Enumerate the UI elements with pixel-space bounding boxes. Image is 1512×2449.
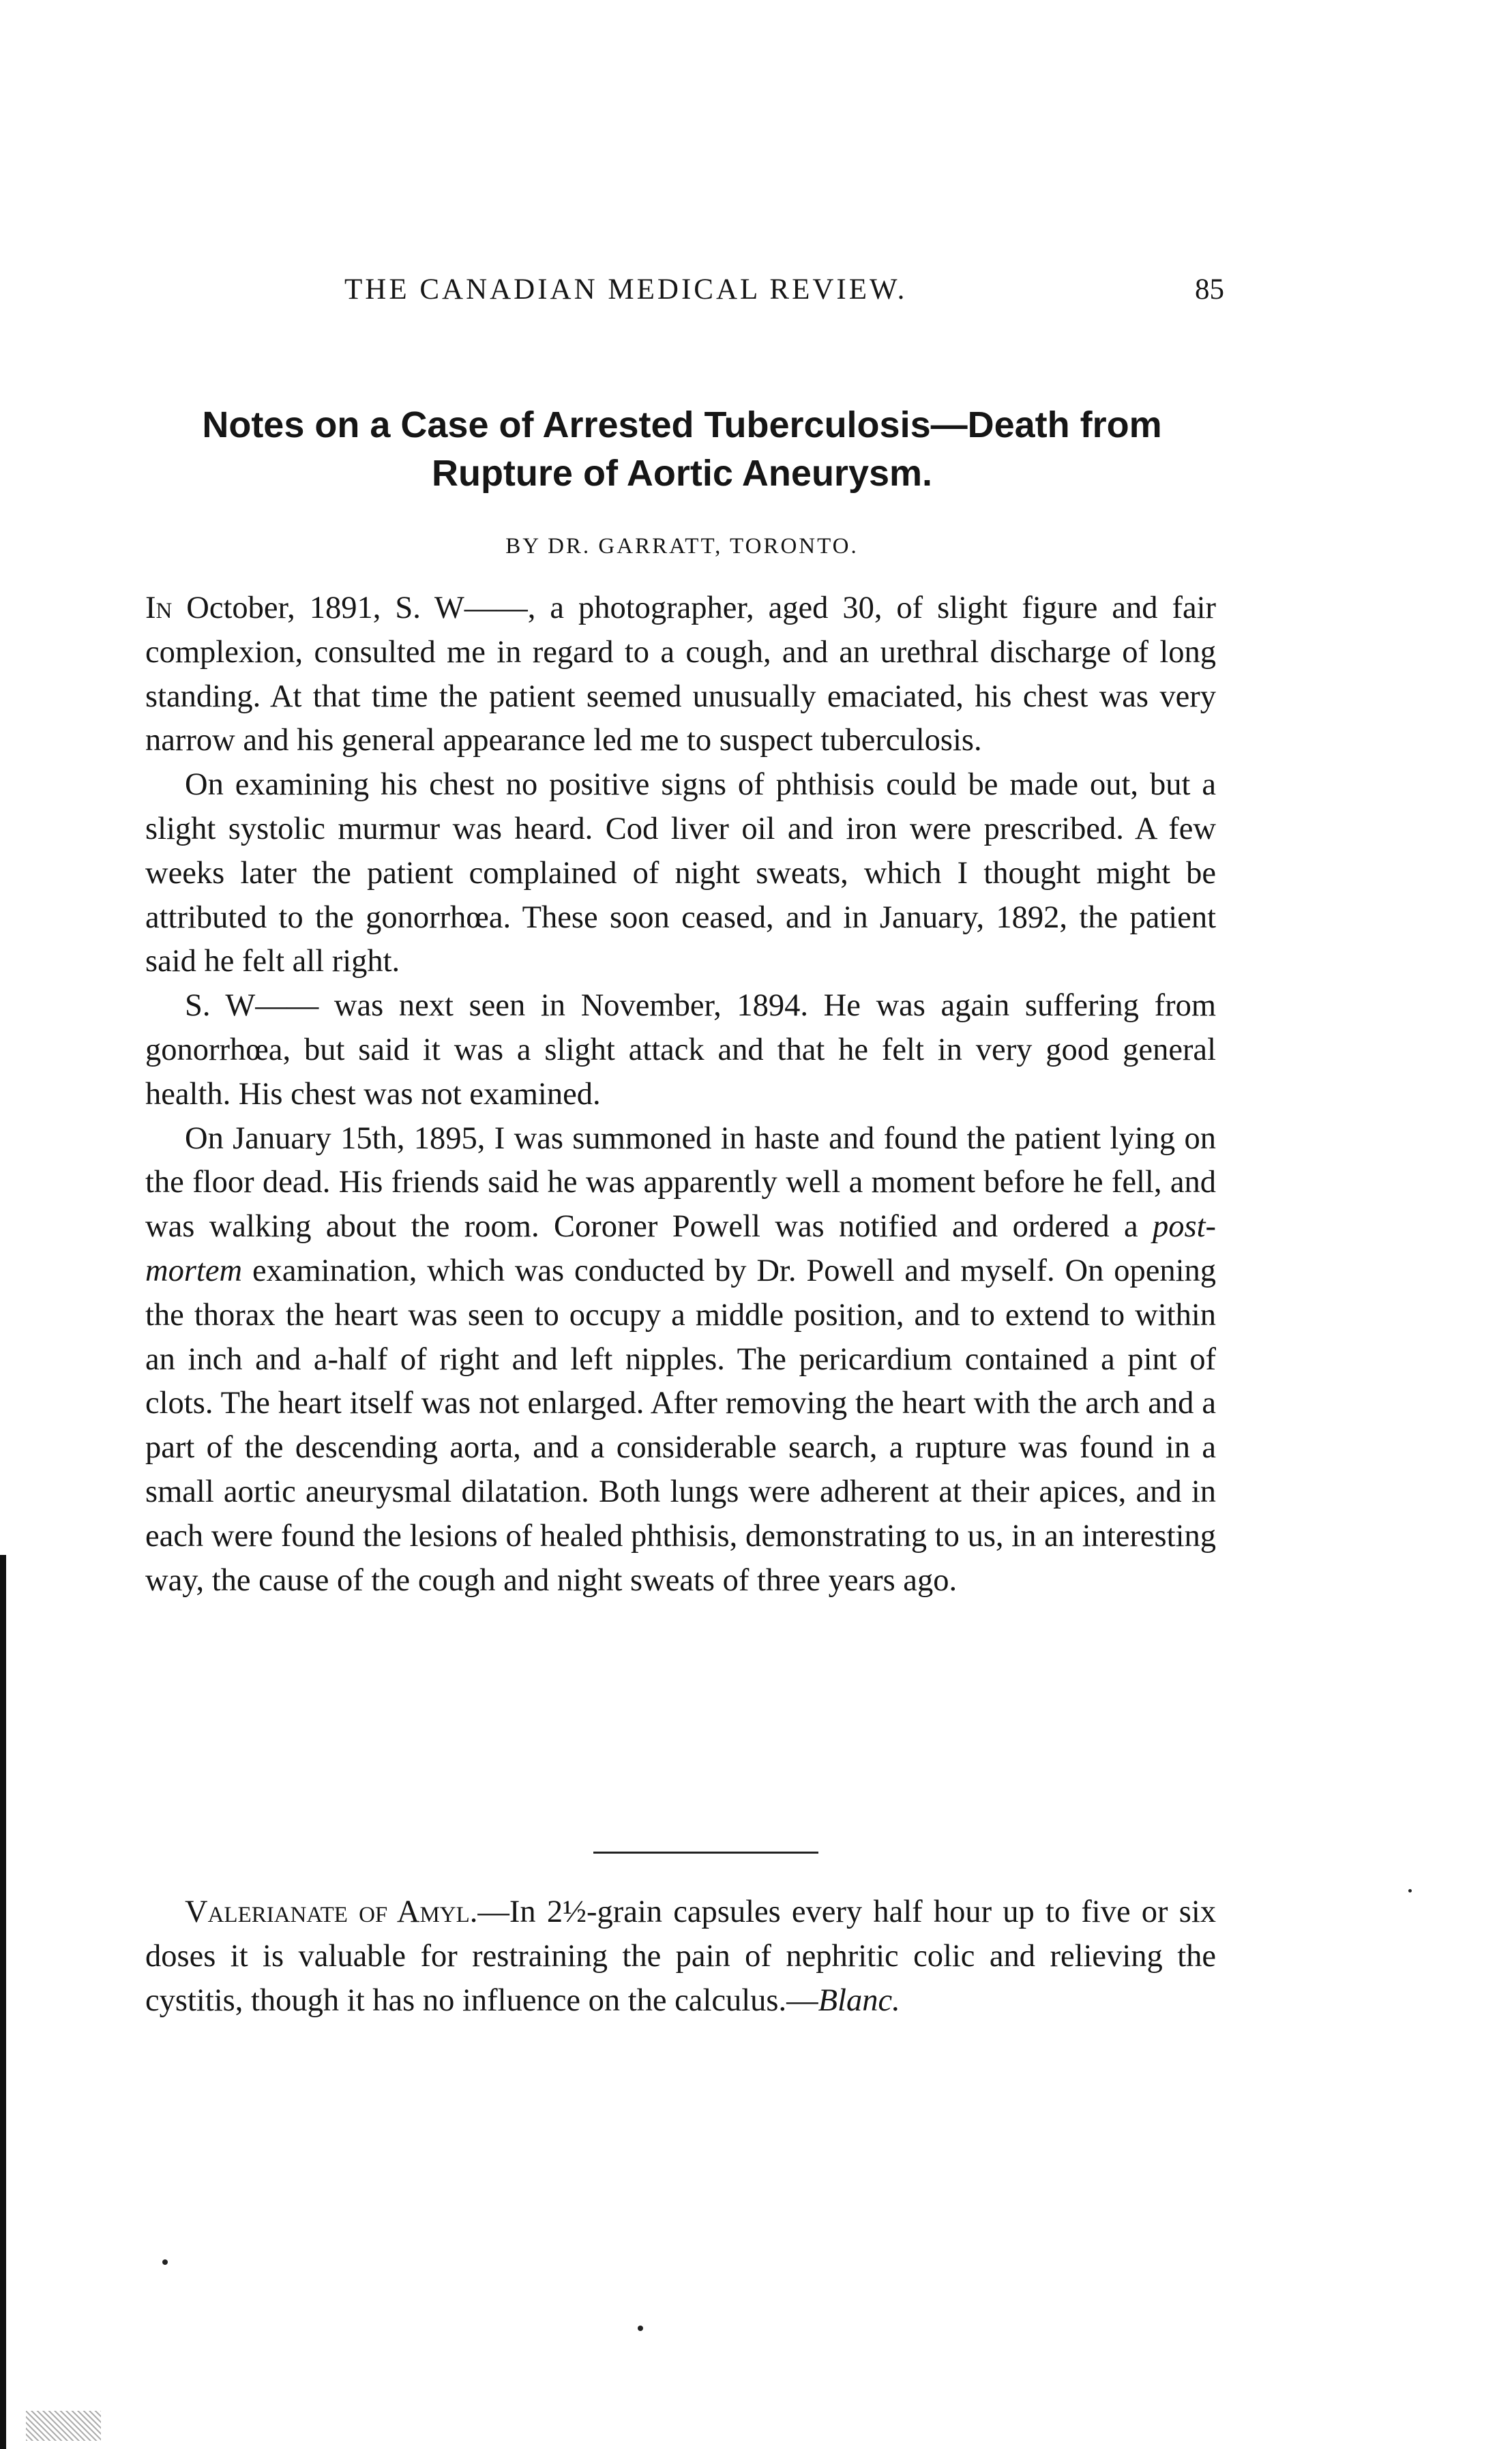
drop-word: In (145, 591, 173, 625)
author-byline: BY DR. GARRATT, TORONTO. (505, 534, 859, 559)
paragraph-4-text-a: On January 15th, 1895, I was summoned in haste and found the patient lying on the floor dead. His friends said he was apparently well a moment before he fell, and was walking about the room. Coroner Powell was notified and ordered a (145, 1120, 1216, 1245)
paragraph-4-text-b: examination, which was conducted by Dr. Powell and myself. On opening the thorax the heart was seen to occupy a middle position, and to extend to within an inch and a-half of right and left nipples. The pericardium contained a pint of clots. The heart itself was not enlarged. After removing the heart with the arch and a part of the descending aorta, and a considerable search, a rupture was found in a small aortic aneurysmal dilatation. Both lungs were adherent at their apices, and in each were found the lesions of healed phthisis, demonstrating to us, in an interesting way, the cause of the cough and night sweats of three years ago. (145, 1253, 1216, 1598)
article-title (136, 401, 1228, 498)
scan-speck (1408, 1889, 1412, 1893)
title-line-2: Rupture of Aortic Aneurysm. (431, 453, 933, 494)
note-text: —In 2½-grain capsules every half hour up to five or six doses it is valuable for restraining the pain of nephritic colic and relieving the cystitis, though it has no influence on the calculus.— (145, 1895, 1216, 2018)
scan-edge-shadow (0, 1555, 6, 2449)
paragraph-1 (145, 587, 1216, 763)
paragraph-1-text: October, 1891, S. W——, a photographer, aged 30, of slight figure and fair complexion, consulted me in regard to a cough, and an urethral discharge of long standing. At that time the patient seemed unusually emaciated, his chest was very narrow and his general appearance led me to suspect tuberculosis. (145, 591, 1216, 758)
post-mortem-italic: post-mortem (145, 1209, 1216, 1288)
paragraph-2: On examining his chest no positive signs of phthisis could be made out, but a slight systolic murmur was heard. Cod liver oil and iron were prescribed. A few weeks later the patient complained of night sweats, which I thought might be attributed to the gonorrhœa. These soon ceased, and in January, 1892, the patient said he felt all right. (145, 767, 1216, 979)
scan-speck (638, 2326, 643, 2331)
journal-title: THE CANADIAN MEDICAL REVIEW. (344, 273, 908, 306)
page-number: 85 (1195, 273, 1224, 306)
paragraph-4 (145, 1117, 1216, 1603)
note-paragraph (145, 1890, 1216, 2023)
scan-speck (162, 2259, 168, 2265)
section-divider (593, 1852, 818, 1854)
title-line-1: Notes on a Case of Arrested Tuberculosis—Death from (202, 404, 1162, 445)
paragraph-3: S. W—— was next seen in November, 1894. He was again suffering from gonorrhœa, but said it was a slight attack and that he felt in very good general health. His chest was not examined. (145, 988, 1216, 1112)
note-heading: Valerianate of Amyl. (185, 1895, 478, 1929)
valerianate-note (145, 1890, 1216, 2023)
library-stamp-mark (26, 2411, 101, 2441)
article-body (145, 587, 1216, 1603)
note-source: Blanc. (818, 1983, 900, 2018)
